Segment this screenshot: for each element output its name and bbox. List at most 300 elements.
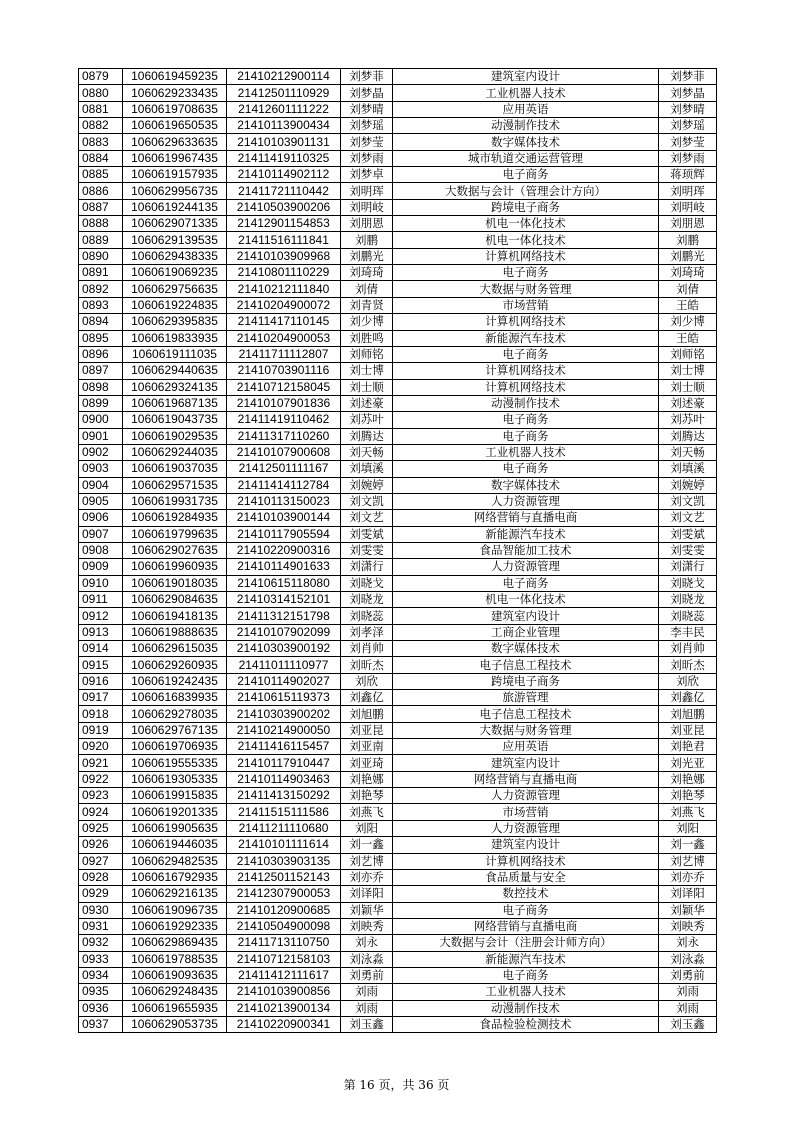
major-cell: 新能源汽车技术: [393, 951, 659, 967]
seq-number-cell: 0909: [79, 559, 123, 575]
major-cell: 市场营销: [393, 804, 659, 820]
student-id-cell: 21412307900053: [227, 886, 341, 902]
student-id-cell: 21410107901836: [227, 395, 341, 411]
roster-table: [78, 68, 717, 1033]
signature-cell: 刘鑫亿: [659, 690, 717, 706]
signature-cell: 刘欣: [659, 673, 717, 689]
student-id-cell: 21412601111222: [227, 101, 341, 117]
seq-number-cell: 0894: [79, 314, 123, 330]
seq-number-cell: 0930: [79, 902, 123, 918]
table-row: [79, 820, 717, 836]
major-cell: 跨境电子商务: [393, 199, 659, 215]
signature-cell: 刘述豪: [659, 395, 717, 411]
exam-number-cell: 1060619888635: [123, 624, 227, 640]
seq-number-cell: 0889: [79, 232, 123, 248]
student-id-cell: 21411713110750: [227, 935, 341, 951]
student-id-cell: 21410615118080: [227, 575, 341, 591]
signature-cell: 刘泳淼: [659, 951, 717, 967]
seq-number-cell: 0901: [79, 428, 123, 444]
table-row: [79, 722, 717, 738]
signature-cell: 刘琦琦: [659, 265, 717, 281]
name-cell: 刘亚南: [341, 739, 393, 755]
seq-number-cell: 0917: [79, 690, 123, 706]
signature-cell: 刘朋恩: [659, 216, 717, 232]
exam-number-cell: 1060629633635: [123, 134, 227, 150]
signature-cell: 刘师铭: [659, 346, 717, 362]
table-row: [79, 150, 717, 166]
seq-number-cell: 0924: [79, 804, 123, 820]
major-cell: 电子商务: [393, 265, 659, 281]
table-row: [79, 314, 717, 330]
table-row: [79, 1016, 717, 1032]
table-row: [79, 984, 717, 1000]
major-cell: 电子信息工程技术: [393, 657, 659, 673]
student-id-cell: 21410117910447: [227, 755, 341, 771]
exam-number-cell: 1060619244135: [123, 199, 227, 215]
student-id-cell: 21411419110325: [227, 150, 341, 166]
name-cell: 刘士博: [341, 363, 393, 379]
table-row: [79, 379, 717, 395]
table-row: [79, 592, 717, 608]
student-id-cell: 21410703901116: [227, 363, 341, 379]
exam-number-cell: 1060619706935: [123, 739, 227, 755]
major-cell: 应用英语: [393, 739, 659, 755]
student-id-cell: 21410303900192: [227, 641, 341, 657]
name-cell: 刘艳娜: [341, 771, 393, 787]
major-cell: 网络营销与直播电商: [393, 918, 659, 934]
signature-cell: 刘明珲: [659, 183, 717, 199]
name-cell: 刘晓蕊: [341, 608, 393, 624]
name-cell: 刘腾达: [341, 428, 393, 444]
signature-cell: 刘燕飞: [659, 804, 717, 820]
exam-number-cell: 1060629216135: [123, 886, 227, 902]
seq-number-cell: 0881: [79, 101, 123, 117]
exam-number-cell: 1060619655935: [123, 1000, 227, 1016]
name-cell: 刘述豪: [341, 395, 393, 411]
student-id-cell: 21410113900434: [227, 118, 341, 134]
student-id-cell: 21410303900202: [227, 706, 341, 722]
exam-number-cell: 1060619708635: [123, 101, 227, 117]
seq-number-cell: 0911: [79, 592, 123, 608]
name-cell: 刘晓戈: [341, 575, 393, 591]
signature-cell: 刘映秀: [659, 918, 717, 934]
exam-number-cell: 1060619687135: [123, 395, 227, 411]
exam-number-cell: 1060619833935: [123, 330, 227, 346]
signature-cell: 刘阳: [659, 820, 717, 836]
seq-number-cell: 0898: [79, 379, 123, 395]
student-id-cell: 21410107900608: [227, 444, 341, 460]
student-id-cell: 21410503900206: [227, 199, 341, 215]
student-id-cell: 21410712158045: [227, 379, 341, 395]
name-cell: 刘译阳: [341, 886, 393, 902]
major-cell: 新能源汽车技术: [393, 330, 659, 346]
table-row: [79, 886, 717, 902]
name-cell: 刘琦琦: [341, 265, 393, 281]
exam-number-cell: 1060629248435: [123, 984, 227, 1000]
exam-number-cell: 1060619043735: [123, 412, 227, 428]
student-id-cell: 21410214900050: [227, 722, 341, 738]
name-cell: 刘朋恩: [341, 216, 393, 232]
table-row: [79, 1000, 717, 1016]
seq-number-cell: 0895: [79, 330, 123, 346]
seq-number-cell: 0929: [79, 886, 123, 902]
signature-cell: 刘永: [659, 935, 717, 951]
major-cell: 网络营销与直播电商: [393, 771, 659, 787]
student-id-cell: 21410103909968: [227, 248, 341, 264]
signature-cell: 刘倩: [659, 281, 717, 297]
seq-number-cell: 0884: [79, 150, 123, 166]
name-cell: 刘婉婷: [341, 477, 393, 493]
table-row: [79, 575, 717, 591]
exam-number-cell: 1060629233435: [123, 85, 227, 101]
major-cell: 机电一体化技术: [393, 592, 659, 608]
name-cell: 刘明珲: [341, 183, 393, 199]
name-cell: 刘梦瑶: [341, 118, 393, 134]
seq-number-cell: 0935: [79, 984, 123, 1000]
major-cell: 工业机器人技术: [393, 984, 659, 1000]
signature-cell: 刘光亚: [659, 755, 717, 771]
signature-cell: 刘雨: [659, 1000, 717, 1016]
major-cell: 计算机网络技术: [393, 363, 659, 379]
major-cell: 人力资源管理: [393, 820, 659, 836]
student-id-cell: 21410303903135: [227, 853, 341, 869]
major-cell: 数字媒体技术: [393, 641, 659, 657]
table-row: [79, 869, 717, 885]
student-id-cell: 21410712158103: [227, 951, 341, 967]
table-row: [79, 739, 717, 755]
major-cell: 新能源汽车技术: [393, 526, 659, 542]
student-id-cell: 21411417110145: [227, 314, 341, 330]
exam-number-cell: 1060619201335: [123, 804, 227, 820]
student-id-cell: 21412501152143: [227, 869, 341, 885]
major-cell: 建筑室内设计: [393, 755, 659, 771]
signature-cell: 刘鹏光: [659, 248, 717, 264]
seq-number-cell: 0922: [79, 771, 123, 787]
student-id-cell: 21411412111617: [227, 967, 341, 983]
student-id-cell: 21411516111841: [227, 232, 341, 248]
name-cell: 刘鑫亿: [341, 690, 393, 706]
table-row: [79, 412, 717, 428]
major-cell: 食品质量与安全: [393, 869, 659, 885]
student-id-cell: 21410212900114: [227, 69, 341, 85]
name-cell: 刘少博: [341, 314, 393, 330]
table-row: [79, 542, 717, 558]
table-row: [79, 771, 717, 787]
student-id-cell: 21411515111586: [227, 804, 341, 820]
table-row: [79, 526, 717, 542]
seq-number-cell: 0893: [79, 297, 123, 313]
signature-cell: 刘晓戈: [659, 575, 717, 591]
major-cell: 建筑室内设计: [393, 837, 659, 853]
table-row: [79, 641, 717, 657]
exam-number-cell: 1060619096735: [123, 902, 227, 918]
seq-number-cell: 0906: [79, 510, 123, 526]
table-row: [79, 461, 717, 477]
signature-cell: 刘一鑫: [659, 837, 717, 853]
exam-number-cell: 1060619915835: [123, 788, 227, 804]
table-row: [79, 706, 717, 722]
major-cell: 电子商务: [393, 902, 659, 918]
major-cell: 电子商务: [393, 412, 659, 428]
seq-number-cell: 0902: [79, 444, 123, 460]
exam-number-cell: 1060619224835: [123, 297, 227, 313]
name-cell: 刘文凯: [341, 493, 393, 509]
table-row: [79, 608, 717, 624]
major-cell: 数控技术: [393, 886, 659, 902]
signature-cell: 刘译阳: [659, 886, 717, 902]
exam-number-cell: 1060629324135: [123, 379, 227, 395]
name-cell: 刘雨: [341, 984, 393, 1000]
major-cell: 大数据与会计（管理会计方向）: [393, 183, 659, 199]
seq-number-cell: 0896: [79, 346, 123, 362]
signature-cell: 刘士博: [659, 363, 717, 379]
table-row: [79, 330, 717, 346]
exam-number-cell: 1060629395835: [123, 314, 227, 330]
seq-number-cell: 0933: [79, 951, 123, 967]
exam-number-cell: 1060619018035: [123, 575, 227, 591]
major-cell: 食品检验检测技术: [393, 1016, 659, 1032]
name-cell: 刘鹏: [341, 232, 393, 248]
exam-number-cell: 1060629869435: [123, 935, 227, 951]
major-cell: 电子商务: [393, 346, 659, 362]
exam-number-cell: 1060619069235: [123, 265, 227, 281]
student-id-cell: 21410114902027: [227, 673, 341, 689]
seq-number-cell: 0908: [79, 542, 123, 558]
major-cell: 食品智能加工技术: [393, 542, 659, 558]
name-cell: 刘一鑫: [341, 837, 393, 853]
seq-number-cell: 0903: [79, 461, 123, 477]
exam-number-cell: 1060619931735: [123, 493, 227, 509]
exam-number-cell: 1060629767135: [123, 722, 227, 738]
exam-number-cell: 1060629084635: [123, 592, 227, 608]
signature-cell: 刘天畅: [659, 444, 717, 460]
table-row: [79, 265, 717, 281]
table-row: [79, 657, 717, 673]
student-id-cell: 21410220900316: [227, 542, 341, 558]
student-id-cell: 21411721110442: [227, 183, 341, 199]
signature-cell: 刘艺博: [659, 853, 717, 869]
table-row: [79, 199, 717, 215]
student-id-cell: 21412501110929: [227, 85, 341, 101]
name-cell: 刘阳: [341, 820, 393, 836]
name-cell: 刘雨: [341, 1000, 393, 1016]
table-row: [79, 804, 717, 820]
table-row: [79, 232, 717, 248]
major-cell: 数字媒体技术: [393, 134, 659, 150]
signature-cell: 刘潇行: [659, 559, 717, 575]
signature-cell: 刘苏叶: [659, 412, 717, 428]
exam-number-cell: 1060629071335: [123, 216, 227, 232]
seq-number-cell: 0887: [79, 199, 123, 215]
signature-cell: 刘少博: [659, 314, 717, 330]
major-cell: 市场营销: [393, 297, 659, 313]
major-cell: 工商企业管理: [393, 624, 659, 640]
major-cell: 人力资源管理: [393, 788, 659, 804]
name-cell: 刘映秀: [341, 918, 393, 934]
signature-cell: 刘雨: [659, 984, 717, 1000]
student-id-cell: 21410103901131: [227, 134, 341, 150]
seq-number-cell: 0912: [79, 608, 123, 624]
name-cell: 刘苏叶: [341, 412, 393, 428]
table-row: [79, 837, 717, 853]
major-cell: 计算机网络技术: [393, 379, 659, 395]
exam-number-cell: 1060619292335: [123, 918, 227, 934]
signature-cell: 李丰民: [659, 624, 717, 640]
exam-number-cell: 1060619093635: [123, 967, 227, 983]
seq-number-cell: 0931: [79, 918, 123, 934]
seq-number-cell: 0928: [79, 869, 123, 885]
exam-number-cell: 1060619305335: [123, 771, 227, 787]
student-id-cell: 21410314152101: [227, 592, 341, 608]
name-cell: 刘颖华: [341, 902, 393, 918]
signature-cell: 刘鹏: [659, 232, 717, 248]
student-id-cell: 21410220900341: [227, 1016, 341, 1032]
page-footer: 第 16 页，共 36 页: [343, 1078, 450, 1092]
seq-number-cell: 0934: [79, 967, 123, 983]
seq-number-cell: 0910: [79, 575, 123, 591]
major-cell: 大数据与财务管理: [393, 281, 659, 297]
major-cell: 网络营销与直播电商: [393, 510, 659, 526]
signature-cell: 刘明岐: [659, 199, 717, 215]
major-cell: 电子商务: [393, 461, 659, 477]
student-id-cell: 21412901154853: [227, 216, 341, 232]
major-cell: 电子信息工程技术: [393, 706, 659, 722]
table-row: [79, 118, 717, 134]
table-row: [79, 346, 717, 362]
seq-number-cell: 0937: [79, 1016, 123, 1032]
seq-number-cell: 0900: [79, 412, 123, 428]
table-row: [79, 559, 717, 575]
name-cell: 刘文艺: [341, 510, 393, 526]
table-row: [79, 902, 717, 918]
major-cell: 建筑室内设计: [393, 608, 659, 624]
major-cell: 动漫制作技术: [393, 118, 659, 134]
table-row: [79, 363, 717, 379]
student-id-cell: 21411211110680: [227, 820, 341, 836]
signature-cell: 刘勇前: [659, 967, 717, 983]
signature-cell: 刘肖帅: [659, 641, 717, 657]
exam-number-cell: 1060619960935: [123, 559, 227, 575]
seq-number-cell: 0891: [79, 265, 123, 281]
seq-number-cell: 0915: [79, 657, 123, 673]
name-cell: 刘泳淼: [341, 951, 393, 967]
seq-number-cell: 0925: [79, 820, 123, 836]
seq-number-cell: 0886: [79, 183, 123, 199]
signature-cell: 刘梦晶: [659, 85, 717, 101]
student-id-cell: 21411312151798: [227, 608, 341, 624]
seq-number-cell: 0904: [79, 477, 123, 493]
seq-number-cell: 0883: [79, 134, 123, 150]
exam-number-cell: 1060619905635: [123, 820, 227, 836]
student-id-cell: 21411011110977: [227, 657, 341, 673]
student-id-cell: 21412501111167: [227, 461, 341, 477]
signature-cell: 刘梦莹: [659, 134, 717, 150]
name-cell: 刘明岐: [341, 199, 393, 215]
exam-number-cell: 1060619788535: [123, 951, 227, 967]
student-id-cell: 21410113150023: [227, 493, 341, 509]
name-cell: 刘孝泽: [341, 624, 393, 640]
major-cell: 电子商务: [393, 167, 659, 183]
major-cell: 动漫制作技术: [393, 1000, 659, 1016]
name-cell: 刘亦乔: [341, 869, 393, 885]
name-cell: 刘梦晶: [341, 85, 393, 101]
signature-cell: 王皓: [659, 330, 717, 346]
table-row: [79, 428, 717, 444]
table-row: [79, 85, 717, 101]
major-cell: 电子商务: [393, 575, 659, 591]
signature-cell: 刘梦菲: [659, 69, 717, 85]
table-row: [79, 951, 717, 967]
exam-number-cell: 1060616792935: [123, 869, 227, 885]
signature-cell: 刘文艺: [659, 510, 717, 526]
signature-cell: 刘颖华: [659, 902, 717, 918]
exam-number-cell: 1060629482535: [123, 853, 227, 869]
name-cell: 刘雯斌: [341, 526, 393, 542]
student-id-cell: 21411317110260: [227, 428, 341, 444]
major-cell: 大数据与会计（注册会计师方向）: [393, 935, 659, 951]
major-cell: 人力资源管理: [393, 559, 659, 575]
major-cell: 机电一体化技术: [393, 232, 659, 248]
exam-number-cell: 1060619029535: [123, 428, 227, 444]
exam-number-cell: 1060619242435: [123, 673, 227, 689]
seq-number-cell: 0897: [79, 363, 123, 379]
signature-cell: 刘亦乔: [659, 869, 717, 885]
table-row: [79, 101, 717, 117]
seq-number-cell: 0923: [79, 788, 123, 804]
name-cell: 刘晓龙: [341, 592, 393, 608]
seq-number-cell: 0888: [79, 216, 123, 232]
name-cell: 刘梦莹: [341, 134, 393, 150]
signature-cell: 刘亚昆: [659, 722, 717, 738]
exam-number-cell: 1060616839935: [123, 690, 227, 706]
table-row: [79, 918, 717, 934]
exam-number-cell: 1060619459235: [123, 69, 227, 85]
student-id-cell: 21410504900098: [227, 918, 341, 934]
seq-number-cell: 0880: [79, 85, 123, 101]
seq-number-cell: 0892: [79, 281, 123, 297]
name-cell: 刘艺博: [341, 853, 393, 869]
table-row: [79, 444, 717, 460]
seq-number-cell: 0885: [79, 167, 123, 183]
signature-cell: 刘晓龙: [659, 592, 717, 608]
signature-cell: 刘婉婷: [659, 477, 717, 493]
major-cell: 工业机器人技术: [393, 444, 659, 460]
student-id-cell: 21411419110462: [227, 412, 341, 428]
signature-cell: 刘腾达: [659, 428, 717, 444]
table-row: [79, 853, 717, 869]
exam-number-cell: 1060619799635: [123, 526, 227, 542]
signature-cell: 刘文凯: [659, 493, 717, 509]
major-cell: 机电一体化技术: [393, 216, 659, 232]
signature-cell: 刘旭鹏: [659, 706, 717, 722]
seq-number-cell: 0926: [79, 837, 123, 853]
student-id-cell: 21410107902099: [227, 624, 341, 640]
name-cell: 刘梦晴: [341, 101, 393, 117]
name-cell: 刘潇行: [341, 559, 393, 575]
name-cell: 刘天畅: [341, 444, 393, 460]
major-cell: 建筑室内设计: [393, 69, 659, 85]
student-id-cell: 21410114903463: [227, 771, 341, 787]
exam-number-cell: 1060619418135: [123, 608, 227, 624]
name-cell: 刘梦菲: [341, 69, 393, 85]
name-cell: 刘胜鸣: [341, 330, 393, 346]
signature-cell: 刘梦晴: [659, 101, 717, 117]
signature-cell: 刘雯雯: [659, 542, 717, 558]
name-cell: 刘填溪: [341, 461, 393, 477]
major-cell: 动漫制作技术: [393, 395, 659, 411]
exam-number-cell: 1060629139535: [123, 232, 227, 248]
signature-cell: 刘艳琴: [659, 788, 717, 804]
